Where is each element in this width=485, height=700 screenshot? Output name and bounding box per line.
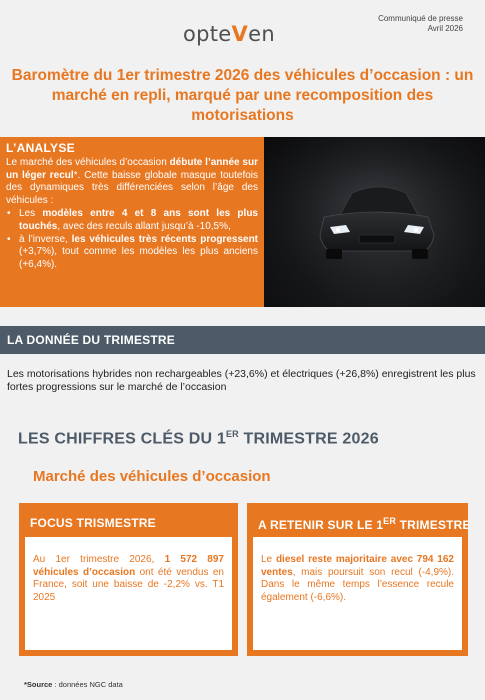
a-retenir-card bbox=[247, 503, 471, 656]
focus-card-title: FOCUS TRISMESTRE bbox=[30, 516, 156, 530]
analyse-title: L’ANALYSE bbox=[6, 141, 75, 155]
retenir-card-text: Le diesel reste majoritaire avec 794 162 ventes, mais poursuit son recul (-4,9%). Dans le même temps l’essence recule également (-6,6%). bbox=[253, 537, 462, 650]
chiffres-cles-title: LES CHIFFRES CLÉS DU 1ER TRIMESTRE 2026 bbox=[18, 429, 379, 448]
analyse-bullets bbox=[6, 208, 258, 271]
focus-trimestre-card bbox=[19, 503, 238, 656]
retenir-card-title: A RETENIR SUR LE 1ER TRIMESTRE bbox=[258, 516, 471, 532]
marche-subtitle: Marché des véhicules d’occasion bbox=[33, 468, 271, 485]
focus-card-text: Au 1er trimestre 2026, 1 572 897 véhicules d’occasion ont été vendus en France, soit une baisse de -2,2% vs. T1 2025 bbox=[25, 537, 232, 650]
source-note: *Source : données NGC data bbox=[24, 680, 123, 689]
analyse-bullet: • Les modèles entre 4 et 8 ans sont les plus touchés, avec des reculs allant jusqu’à -10,5%, bbox=[6, 208, 258, 233]
donnee-text: Les motorisations hybrides non rechargeables (+23,6%) et électriques (+26,8%) enregistrent les plus fortes progressions sur le marché de l’occasion bbox=[7, 368, 476, 393]
analyse-bullet: • à l’inverse, les véhicules très récents progressent (+3,7%), tout comme les modèles les plus anciens (+6,4%). bbox=[6, 234, 258, 272]
headline: Baromètre du 1er trimestre 2026 des véhicules d’occasion : un marché en repli, marqué par une recomposition des motorisations bbox=[11, 67, 474, 124]
donnee-title-bar: LA DONNÉE DU TRIMESTRE bbox=[0, 326, 485, 354]
press-release-label: Communiqué de presse Avril 2026 bbox=[378, 14, 463, 33]
opteven-logo: opteVen bbox=[183, 22, 275, 46]
car-silhouette-icon bbox=[264, 137, 485, 307]
analyse-block bbox=[0, 137, 264, 307]
analyse-paragraph: Le marché des véhicules d’occasion débute l’année sur un léger recul*. Cette baisse globale masque toutefois des dynamiques très différenciées selon l’âge des véhicules : bbox=[6, 157, 259, 206]
car-photo bbox=[264, 137, 485, 307]
